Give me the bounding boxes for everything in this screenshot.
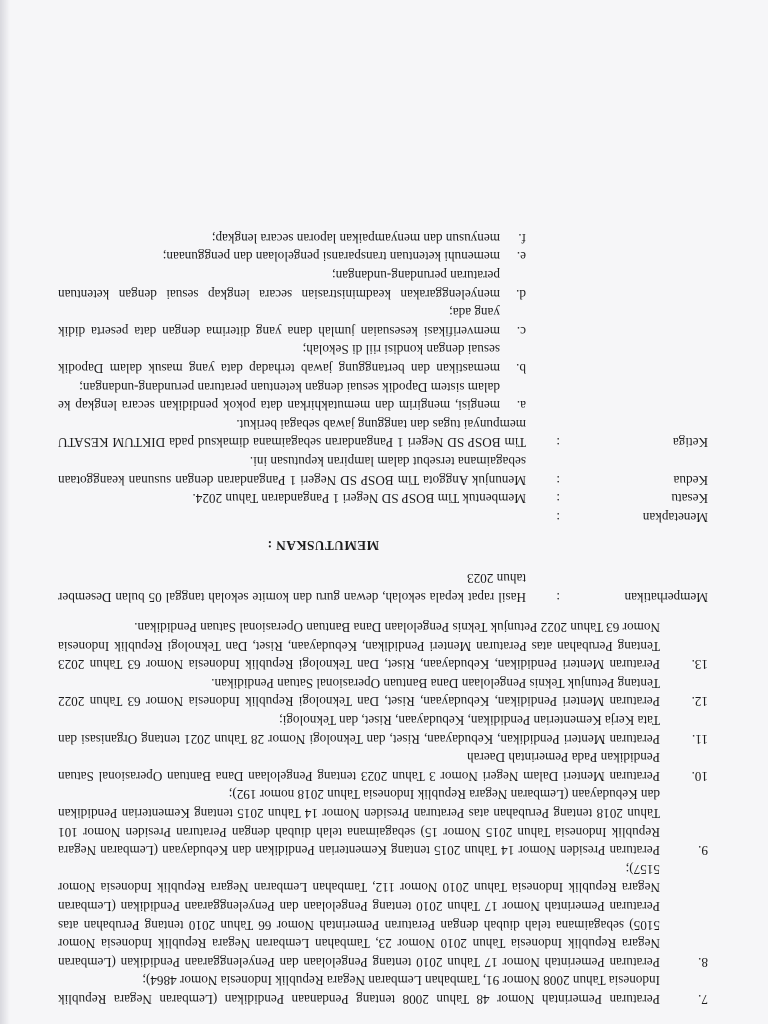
scan-shadow	[0, 0, 10, 1024]
colon: :	[556, 509, 560, 525]
memperhatikan-label: Memperhatikan	[624, 589, 708, 605]
item-number: 7.	[698, 992, 708, 1007]
duty-letter: e.	[516, 249, 526, 265]
item-number: 8.	[698, 954, 708, 970]
duty-text: memenuhi ketentuan transparansi pengelolaan dan penggunaan;	[162, 249, 500, 265]
legal-basis-list	[58, 618, 708, 1008]
list-item	[58, 618, 708, 674]
kesatu-label: Kesatu	[671, 491, 708, 507]
item-text: Peraturan Menteri Pendidikan, Kebudayaan, Riset, Dan Teknologi Republik Indonesia Nomor 63 Tahun 2022 Tentang Petunjuk Teknis Pengelolaan Dana Bantuan Operasional Satuan Pendidikan.	[58, 675, 660, 710]
memperhatikan-section	[58, 568, 708, 605]
duty-text: menyusun dan menyampaikan laporan secara lengkap;	[211, 230, 500, 246]
memperhatikan-text: Hasil rapat kepala sekolah, dewan guru dan komite sekolah tanggal 05 bulan Desember tahun 2023	[58, 570, 526, 605]
kedua-section	[58, 451, 708, 488]
item-text: Peraturan Menteri Pendidikan, Kebudayaan, Riset, dan Teknologi Nomor 28 Tahun 2021 tentang Organisasi dan Tata Kerja Kementerian Pendidikan, Kebudayaan, Riset, dan Teknologi;	[58, 713, 660, 747]
duty-item	[58, 377, 526, 414]
item-text: Peraturan Presiden Nomor 14 Tahun 2015 tentang Kementerian Pendidikan dan Kebudayaan (Lembaran Negara Republik Indonesia Tahun 2015 Nomor 15) sebagaimana telah diubah dengan Peraturan Presiden Nomor 101 Tahun 2018 tentang Perubahan atas Peraturan Presiden Nomor 14 Tahun 2015 tentang Kementerian Pendidikan dan Kebudayaan (Lembaran Negara Republik Indonesia Tahun 2018 nomor 192);	[58, 787, 660, 859]
ketiga-content	[58, 228, 526, 451]
kedua-label: Kedua	[673, 472, 708, 488]
item-number: 9.	[698, 843, 708, 859]
duty-item	[58, 340, 526, 377]
item-text: Peraturan Menteri Pendidikan, Kebudayaan, Riset, Dan Teknologi Republik Indonesia Nomor 63 Tahun 2023 Tentang Perubahan atas Peraturan Menteri Pendidikan, Kebudayaan, Riset, Dan Teknologi Republik Indonesia Nomor 63 Tahun 2022 Petunjuk Teknis Pengelolaan Dana Bantuan Operasional Satuan Pendidikan.	[58, 620, 660, 673]
colon: :	[556, 472, 560, 488]
list-item	[58, 971, 708, 1008]
duty-text: memverifikasi kesesuaian jumlah dana yang diterima dengan data peserta didik yang ada;	[58, 305, 500, 339]
list-item	[58, 785, 708, 859]
duty-item	[58, 247, 526, 266]
duty-letter: c.	[516, 323, 526, 339]
duty-text: mengisi, mengirim dan memutakhirkan data pokok pendidikan secara lengkap ke dalam sistem Dapodik sesuai dengan ketentuan peraturan perundang-undangan;	[58, 379, 500, 414]
ketiga-section	[58, 228, 708, 451]
duty-letter: d.	[516, 286, 526, 302]
item-text: Peraturan Pemerintah Nomor 48 Tahun 2008 tentang Pendanaan Pendidikan (Lembaran Negara Republik Indonesia Tahun 2008 Nomor 91, Tambahan Lembaran Negara Republik Indonesia Nomor 4864);	[58, 973, 660, 1007]
list-item	[58, 748, 708, 785]
item-number: 13.	[691, 657, 708, 673]
ketiga-label: Ketiga	[672, 435, 708, 451]
menetapkan-text	[58, 507, 526, 526]
duty-letter: f.	[518, 230, 526, 246]
item-number: 12.	[691, 694, 708, 710]
item-text: Peraturan Pemerintah Nomor 17 Tahun 2010 tentang Pengelolaan dan Penyelenggaraan Pendidikan (Lembaran Negara Republik Indonesia Tahun 2010 Nomor 23, Tambahan Lembaran Negara Republik Indonesia Nomor 5105) sebagaimana telah diubah dengan Peraturan Pemerintah Nomor 66 Tahun 2010 tentang Perubahan atas Peraturan Pemerintah Nomor 17 Tahun 2010 tentang Pengelolaan dan Penyelenggaraan Pendidikan (Lembaran Negara Republik Indonesia Tahun 2010 Nomor 112, Tambahan Lembaran Negara Republik Indonesia Nomor 5157);	[58, 861, 660, 970]
decision-heading: MEMUTUSKAN :	[267, 538, 379, 554]
list-item	[58, 711, 708, 748]
duty-letter: a.	[516, 398, 526, 414]
menetapkan-section	[58, 507, 708, 526]
kesatu-section	[58, 489, 708, 508]
duty-item	[58, 303, 526, 340]
colon: :	[556, 491, 560, 507]
duty-text: memastikan dan bertanggung jawab terhadap data yang masuk dalam Dapodik sesuai dengan kondisi riil di Sekolah;	[58, 342, 500, 376]
duty-item	[58, 228, 526, 247]
duty-item	[58, 265, 526, 302]
kedua-text: Menunjuk Anggota Tim BOSP SD Negeri 1 Pangandaran dengan susunan keanggotaan sebagaimana tersebut dalam lampiran keputusan ini.	[58, 453, 526, 488]
colon: :	[556, 435, 560, 451]
ketiga-intro: Tim BOSP SD Negeri 1 Pangandaran sebagaimana dimaksud pada DIKTUM KESATU mempunyai tugas dan tanggung jawab sebagai berikut.	[58, 416, 526, 451]
list-item	[58, 673, 708, 710]
kesatu-text: Membentuk Tim BOSP SD Negeri 1 Pangandaran Tahun 2024.	[192, 491, 526, 507]
document-body	[58, 228, 708, 1008]
item-number: 11.	[692, 731, 708, 747]
item-number: 10.	[691, 768, 708, 784]
menetapkan-label: Menetapkan	[642, 509, 708, 525]
colon: :	[556, 589, 560, 605]
duty-text: menyelenggarakan keadministrasian secara lengkap sesuai dengan ketentuan peraturan perundang-undangan;	[58, 268, 500, 302]
list-item	[58, 859, 708, 971]
item-text: Peraturan Menteri Dalam Negeri Nomor 3 Tahun 2023 tentang Pengelolaan Dana Bantuan Operasional Satuan Pendidikan Pada Pemerintah Daerah	[58, 750, 660, 784]
duty-letter: b.	[516, 361, 526, 376]
